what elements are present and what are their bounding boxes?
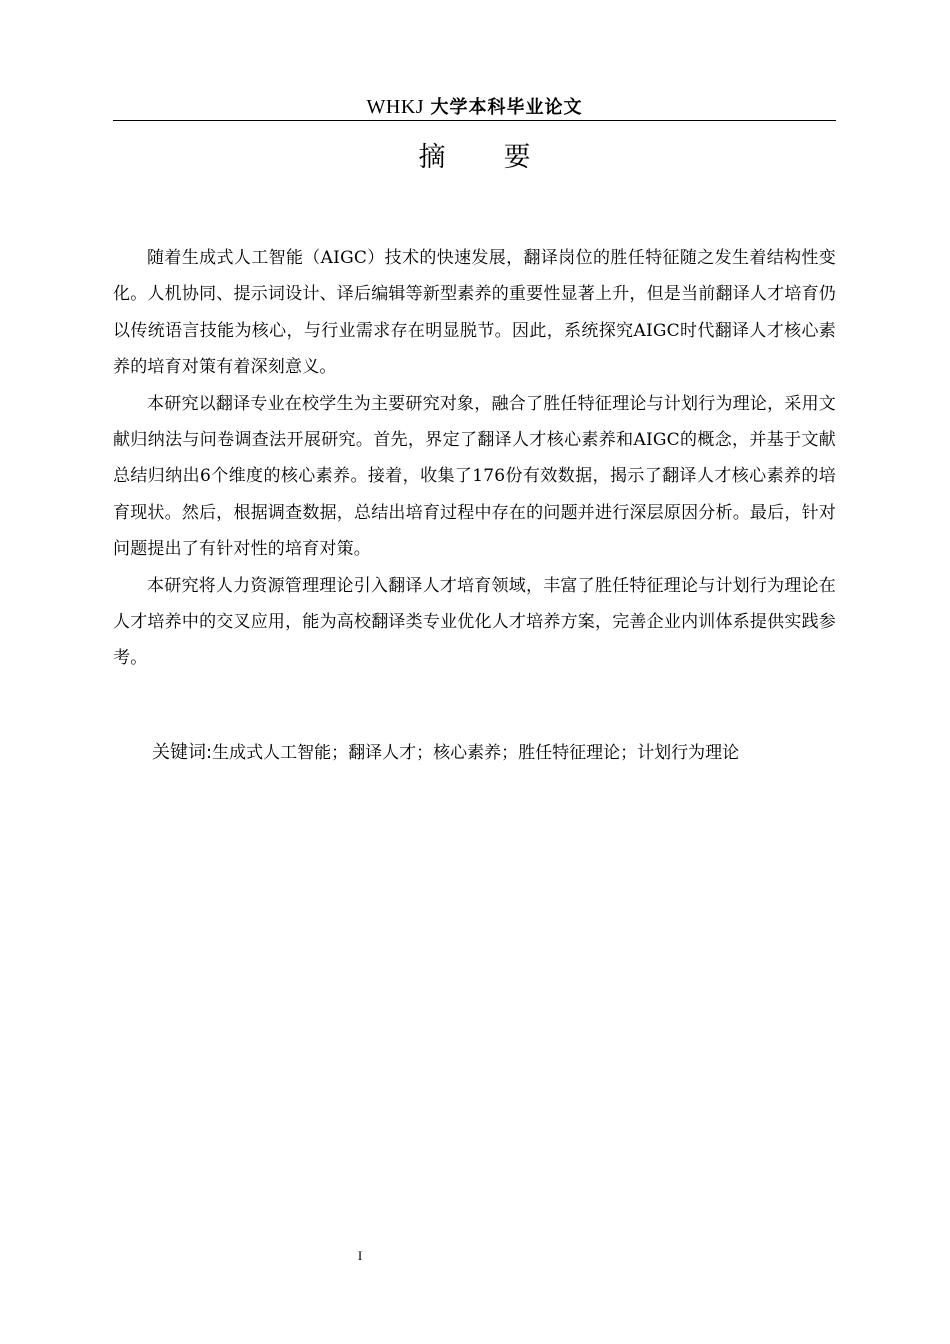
header-code: WHKJ [366,96,425,118]
abstract-body [113,240,836,677]
abstract-paragraph-1: 随着生成式人工智能（AIGC）技术的快速发展，翻译岗位的胜任特征随之发生着结构性变化。人机协同、提示词设计、译后编辑等新型素养的重要性显著上升，但是当前翻译人才培育仍以传统语言技能为核心，与行业需求存在明显脱节。因此，系统探究AIGC时代翻译人才核心素养的培育对策有着深刻意义。 [113,248,836,378]
page-number: I [357,1248,363,1263]
keywords-list: 生成式人工智能；翻译人才；核心素养；胜任特征理论；计划行为理论 [212,743,740,763]
page-title-char-2: 要 [503,142,531,173]
header-rule [113,120,836,121]
page-title [113,138,836,178]
header-university-title: 大学本科毕业论文 [430,97,583,118]
running-header [113,94,836,118]
abstract-paragraph-3: 本研究将人力资源管理理论引入翻译人才培育领域，丰富了胜任特征理论与计划行为理论在人才培养中的交叉应用，能为高校翻译类专业优化人才培养方案，完善企业内训体系提供实践参考。 [113,575,836,669]
page-title-char-1: 摘 [418,142,446,173]
keywords-label: 关键词: [152,742,213,763]
keywords-line [152,736,842,770]
abstract-paragraph-2: 本研究以翻译专业在校学生为主要研究对象，融合了胜任特征理论与计划行为理论，采用文献归纳法与问卷调查法开展研究。首先，界定了翻译人才核心素养和AIGC的概念，并基于文献总结归纳出6个维度的核心素养。接着，收集了176份有效数据，揭示了翻译人才核心素养的培育现状。然后，根据调查数据，总结出培育过程中存在的问题并进行深层原因分析。最后，针对问题提出了有针对性的培育对策。 [113,393,836,560]
